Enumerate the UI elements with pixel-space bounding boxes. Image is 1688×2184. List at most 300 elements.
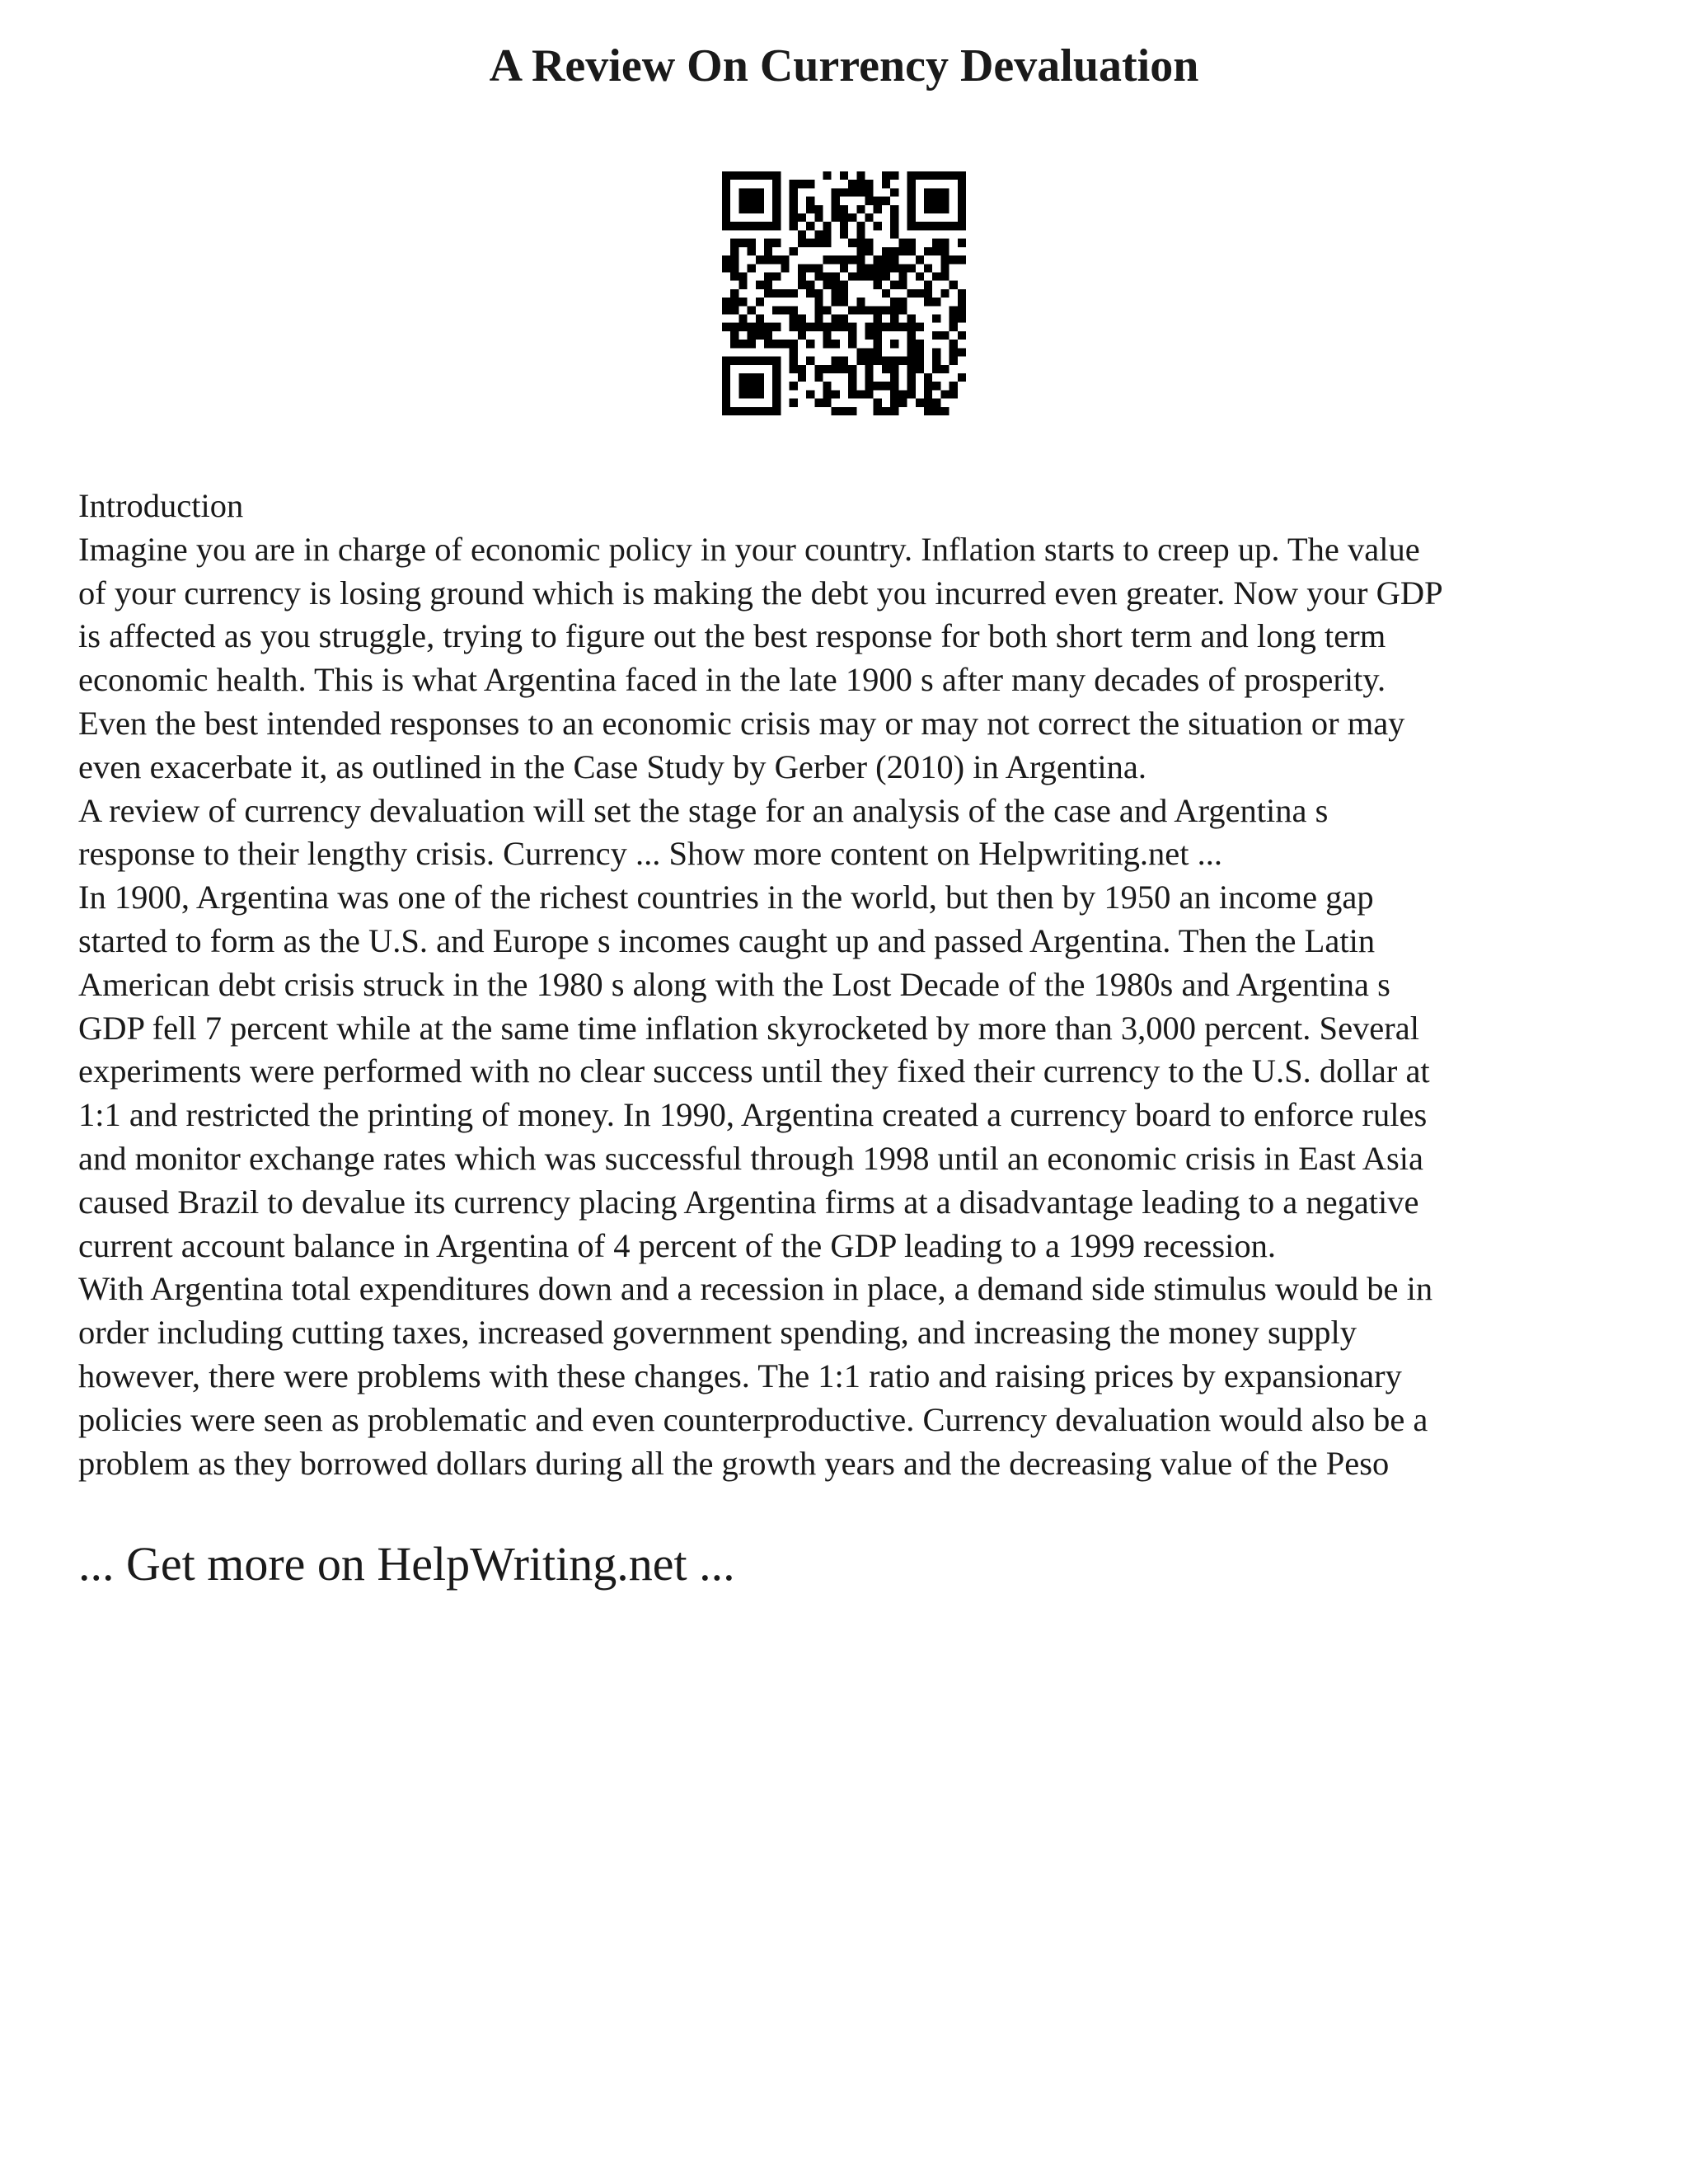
qr-module [790,197,798,205]
qr-module [950,255,958,264]
qr-module [832,315,840,323]
qr-module [874,331,882,340]
qr-module [958,239,966,247]
qr-module [932,357,940,365]
qr-module [832,298,840,306]
qr-module [764,255,772,264]
qr-module [958,348,966,356]
qr-module [764,331,772,340]
qr-module [882,323,890,331]
qr-module [856,188,865,196]
qr-module [890,407,898,415]
qr-module [848,323,856,331]
qr-module [882,407,890,415]
qr-module [738,197,747,205]
qr-module [932,239,940,247]
qr-module [840,407,848,415]
qr-module [790,188,798,196]
qr-module [823,365,831,373]
text-line: is affected as you struggle, trying to figure out the best response for both short term and long term [78,617,1386,655]
qr-module [848,180,856,188]
qr-module [856,205,865,213]
qr-module [748,222,756,230]
qr-module [856,239,865,247]
qr-module [806,281,814,289]
qr-module [840,289,848,298]
qr-module [932,272,940,280]
qr-module [848,306,856,314]
text-line: Imagine you are in charge of economic policy in your country. Inflation starts to creep up. The value [78,530,1420,568]
qr-module [932,188,940,196]
qr-module [748,239,756,247]
qr-module [932,365,940,373]
qr-module [806,289,814,298]
qr-module [882,255,890,264]
qr-module [756,382,764,390]
qr-module [832,205,840,213]
qr-module [932,348,940,356]
qr-module [882,306,890,314]
qr-module [790,348,798,356]
qr-module [730,306,738,314]
text-line: A review of currency devaluation will set the stage for an analysis of the case and Argentina s [78,791,1329,829]
qr-module [738,171,747,180]
qr-module [865,382,874,390]
qr-module [814,264,823,272]
qr-module [907,365,916,373]
qr-module [950,323,958,331]
qr-module [916,323,924,331]
qr-module [890,298,898,306]
qr-module [832,188,840,196]
qr-module [798,373,806,382]
qr-module [738,357,747,365]
qr-module [950,281,958,289]
qr-module [865,331,874,340]
text-line: economic health. This is what Argentina faced in the late 1900 s after many decades of prosperity. [78,661,1386,699]
qr-module [772,239,781,247]
qr-module [814,373,823,382]
qr-module [832,365,840,373]
text-line: of your currency is losing ground which is making the debt you incurred even greater. Now your GDP [78,574,1443,612]
qr-module [806,205,814,213]
qr-module [738,382,747,390]
qr-module [958,197,966,205]
qr-module [856,390,865,398]
qr-module [940,255,949,264]
qr-module [772,306,781,314]
qr-module [882,171,890,180]
qr-module [932,222,940,230]
qr-module [865,348,874,356]
qr-module [865,239,874,247]
qr-module [907,340,916,348]
qr-module [932,315,940,323]
qr-module [840,205,848,213]
qr-module [764,222,772,230]
qr-module [730,357,738,365]
qr-module [874,407,882,415]
qr-module [865,264,874,272]
qr-module [738,272,747,280]
qr-module [781,340,789,348]
qr-module [748,171,756,180]
qr-module [924,205,932,213]
qr-module [823,399,831,407]
qr-module [738,340,747,348]
qr-module [806,323,814,331]
qr-module [898,298,907,306]
qr-module [730,171,738,180]
qr-module [756,205,764,213]
qr-module [730,298,738,306]
qr-module [756,281,764,289]
qr-module [823,230,831,238]
qr-module [748,264,756,272]
document-title: A Review On Currency Devaluation [489,40,1199,91]
qr-module [950,348,958,356]
qr-module [764,272,772,280]
body-text [78,485,1628,1485]
qr-module [874,281,882,289]
qr-module [840,188,848,196]
qr-module [722,390,730,398]
qr-module [748,247,756,255]
qr-module [890,264,898,272]
qr-module [806,239,814,247]
qr-module [814,205,823,213]
qr-module [772,255,781,264]
qr-module [738,315,747,323]
qr-module [738,188,747,196]
qr-module [748,323,756,331]
qr-module [916,357,924,365]
qr-module [840,315,848,323]
qr-module [748,306,756,314]
qr-module [840,357,848,365]
qr-code-icon [722,171,966,415]
qr-module [856,222,865,230]
qr-module [748,188,756,196]
qr-module [916,340,924,348]
qr-module [907,171,916,180]
qr-module [865,306,874,314]
qr-module [848,407,856,415]
qr-module [865,247,874,255]
qr-module [722,407,730,415]
get-more-link[interactable]: ... Get more on HelpWriting.net ... [78,1537,735,1591]
qr-module [932,298,940,306]
qr-module [790,340,798,348]
qr-module [907,239,916,247]
qr-module [798,365,806,373]
qr-module [738,407,747,415]
qr-module [940,247,949,255]
qr-module [772,407,781,415]
qr-module [730,247,738,255]
qr-module [738,390,747,398]
qr-module [874,382,882,390]
qr-module [798,323,806,331]
qr-module [865,390,874,398]
qr-module [848,255,856,264]
qr-module [790,399,798,407]
qr-module [874,315,882,323]
qr-module [772,197,781,205]
qr-module [764,171,772,180]
qr-module [865,180,874,188]
qr-module [882,272,890,280]
qr-module [730,264,738,272]
qr-module [890,306,898,314]
qr-module [924,197,932,205]
qr-module [764,247,772,255]
qr-module [772,188,781,196]
qr-module [940,331,949,340]
qr-module [748,357,756,365]
qr-module [790,306,798,314]
qr-module [890,373,898,382]
qr-module [890,340,898,348]
qr-module [940,264,949,272]
qr-module [823,390,831,398]
qr-module [874,399,882,407]
qr-module [814,289,823,298]
qr-module [856,306,865,314]
qr-module [832,340,840,348]
qr-module [882,197,890,205]
qr-module [856,230,865,238]
qr-module [848,239,856,247]
qr-module [756,255,764,264]
qr-module [958,255,966,264]
qr-module [756,373,764,382]
qr-module [730,289,738,298]
qr-module [890,222,898,230]
qr-module [806,357,814,365]
qr-module [756,197,764,205]
qr-module [722,306,730,314]
qr-module [798,315,806,323]
qr-module [840,264,848,272]
qr-module [907,373,916,382]
qr-module [722,382,730,390]
qr-module [874,205,882,213]
text-line: Even the best intended responses to an economic crisis may or may not correct the situation or may [78,704,1405,742]
qr-module [772,289,781,298]
qr-module [722,180,730,188]
qr-module [823,382,831,390]
qr-module [898,239,907,247]
text-line: caused Brazil to devalue its currency placing Argentina firms at a disadvantage leading to a negative [78,1183,1419,1221]
qr-module [874,340,882,348]
qr-module [932,205,940,213]
qr-module [898,281,907,289]
qr-module [890,365,898,373]
qr-module [823,340,831,348]
qr-module [748,331,756,340]
qr-module [772,323,781,331]
qr-module [722,188,730,196]
qr-module [950,382,958,390]
qr-module [772,357,781,365]
qr-module [890,281,898,289]
qr-module [940,365,949,373]
qr-module [790,357,798,365]
qr-module [798,180,806,188]
qr-module [722,373,730,382]
qr-module [924,399,932,407]
qr-module [924,264,932,272]
qr-module [772,222,781,230]
qr-module [840,222,848,230]
qr-module [932,331,940,340]
qr-module [798,272,806,280]
qr-module [790,205,798,213]
qr-module [940,407,949,415]
qr-module [950,306,958,314]
qr-module [764,407,772,415]
qr-module [832,255,840,264]
qr-module [898,272,907,280]
text-line: 1:1 and restricted the printing of money. In 1990, Argentina created a currency board to enforce rules [78,1096,1428,1134]
qr-module [798,281,806,289]
qr-module [790,247,798,255]
qr-module [730,239,738,247]
qr-module [814,298,823,306]
qr-module [856,264,865,272]
qr-module [856,357,865,365]
qr-module [814,213,823,222]
text-line: policies were seen as problematic and even counterproductive. Currency devaluation would also be a [78,1400,1428,1438]
qr-module [890,247,898,255]
qr-module [748,390,756,398]
qr-module [890,315,898,323]
qr-module [738,222,747,230]
qr-module [950,340,958,348]
qr-module [722,298,730,306]
qr-module [832,357,840,365]
qr-module [748,340,756,348]
qr-module [764,239,772,247]
qr-module [781,306,789,314]
qr-module [890,323,898,331]
qr-module [907,213,916,222]
qr-module [790,365,798,373]
qr-module [756,323,764,331]
qr-module [890,213,898,222]
qr-module [772,272,781,280]
qr-module [848,382,856,390]
qr-module [874,272,882,280]
qr-module [958,222,966,230]
qr-module [823,272,831,280]
qr-module [823,171,831,180]
qr-module [958,315,966,323]
qr-module [832,390,840,398]
qr-module [898,399,907,407]
qr-module [890,188,898,196]
qr-module [806,180,814,188]
qr-module [781,255,789,264]
qr-module [958,331,966,340]
qr-module [932,247,940,255]
qr-module [738,281,747,289]
qr-module [898,323,907,331]
qr-module [890,390,898,398]
text-line: Introduction [78,487,244,524]
qr-module [890,357,898,365]
qr-module [856,180,865,188]
qr-module [832,289,840,298]
qr-module [848,373,856,382]
qr-module [865,213,874,222]
qr-module [907,357,916,365]
qr-module [907,348,916,356]
qr-module [756,222,764,230]
qr-module [924,281,932,289]
qr-module [814,272,823,280]
qr-module [814,230,823,238]
qr-module [722,197,730,205]
qr-module [865,272,874,280]
qr-module [730,331,738,340]
qr-module [722,264,730,272]
qr-module [890,382,898,390]
qr-module [848,272,856,280]
qr-module [924,247,932,255]
qr-module [958,205,966,213]
qr-module [823,323,831,331]
qr-module [738,323,747,331]
qr-module [958,188,966,196]
qr-module [907,197,916,205]
qr-module [950,390,958,398]
qr-module [874,197,882,205]
qr-module [924,171,932,180]
qr-module [748,382,756,390]
qr-module [806,197,814,205]
qr-module [874,255,882,264]
qr-module [848,390,856,398]
qr-module [924,373,932,382]
qr-module [865,197,874,205]
qr-module [748,197,756,205]
qr-module [790,315,798,323]
qr-module [840,230,848,238]
qr-module [916,348,924,356]
qr-module [823,281,831,289]
qr-module [907,205,916,213]
qr-module [730,255,738,264]
qr-module [907,222,916,230]
qr-module [832,197,840,205]
qr-module [730,323,738,331]
qr-module [924,390,932,398]
qr-module [848,331,856,340]
qr-module [874,323,882,331]
qr-module [781,289,789,298]
text-line: In 1900, Argentina was one of the richest countries in the world, but then by 1950 an income gap [78,879,1374,916]
text-line: response to their lengthy crisis. Currency ... Show more content on Helpwriting.net ... [78,835,1222,873]
qr-module [806,222,814,230]
qr-module [756,298,764,306]
qr-module [832,323,840,331]
qr-module [722,365,730,373]
text-line: American debt crisis struck in the 1980 s along with the Lost Decade of the 1980s and Argentina s [78,965,1390,1003]
qr-module [890,171,898,180]
qr-module [722,255,730,264]
